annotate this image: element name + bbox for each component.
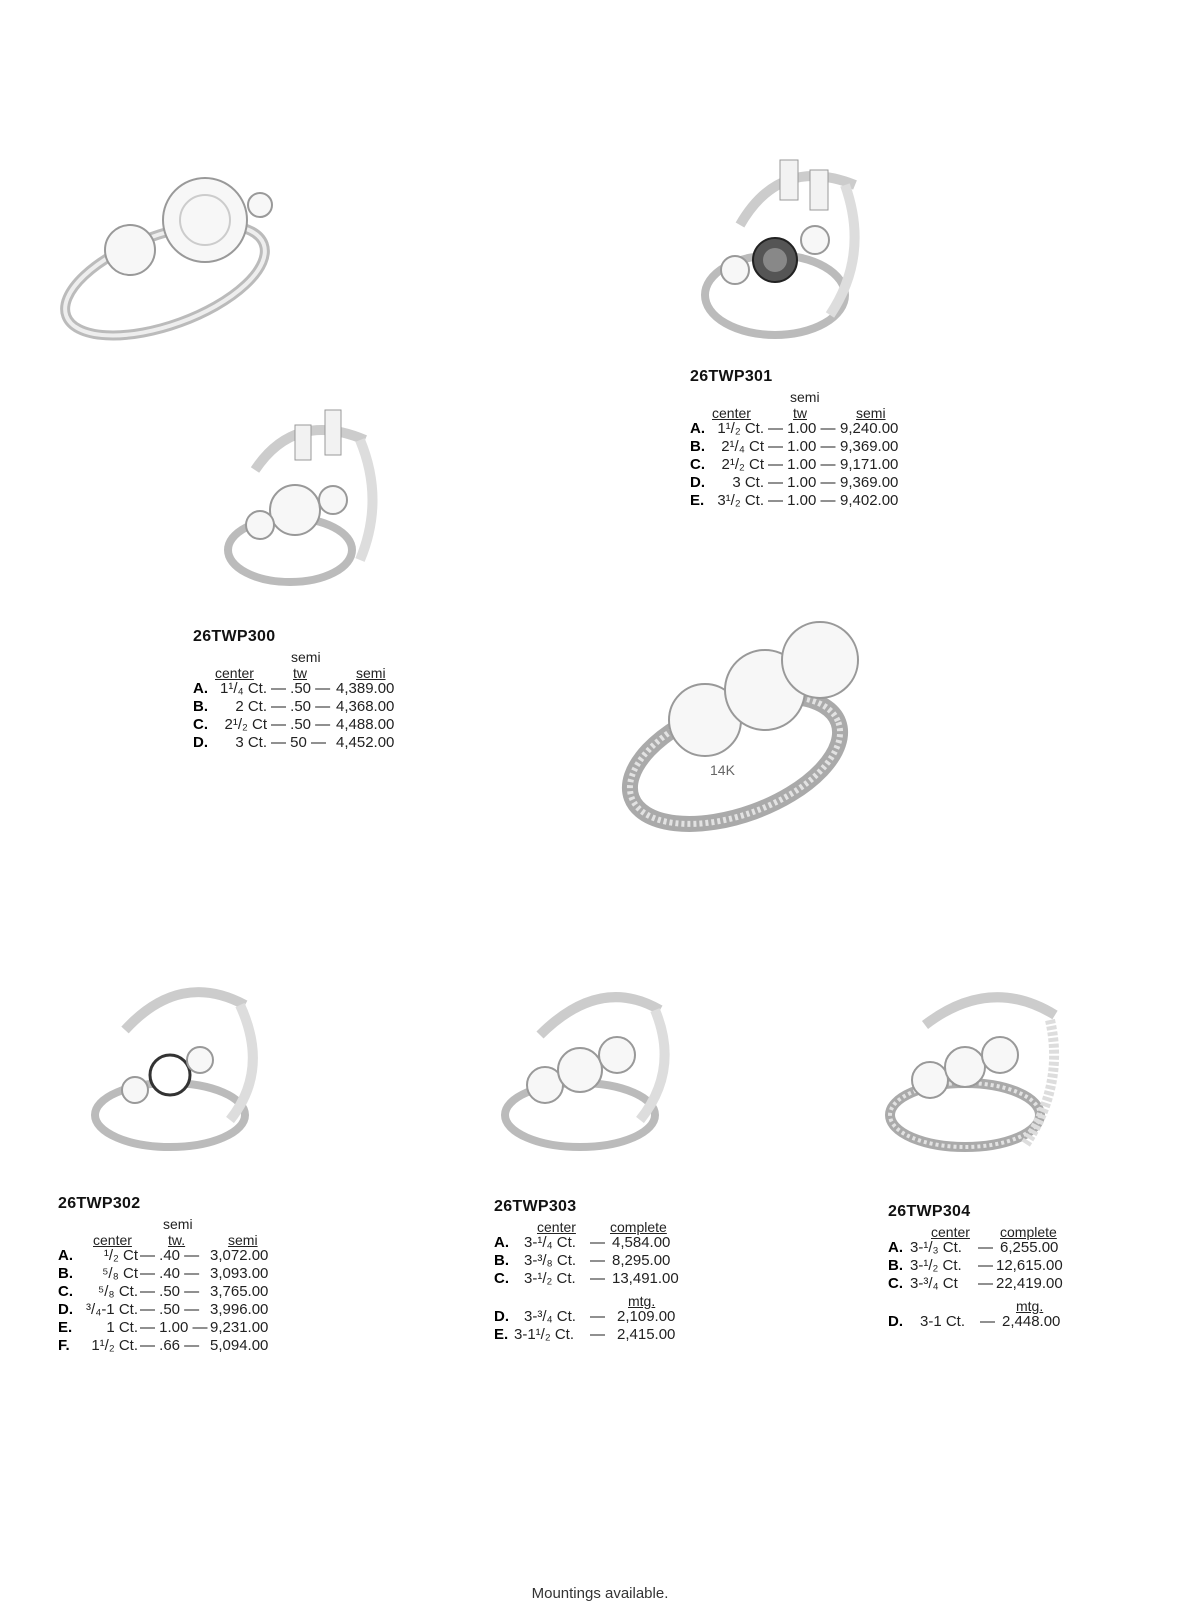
table-row	[690, 492, 920, 510]
row-letter: D.	[888, 1313, 903, 1330]
row-center: ⁵/₈ Ct	[102, 1265, 138, 1282]
row-price: 2,415.00	[617, 1326, 676, 1343]
row-letter: C.	[690, 456, 705, 473]
row-tw: — 1.00 —	[768, 474, 836, 491]
row-center: 2 Ct.	[235, 698, 267, 715]
row-letter: A.	[494, 1234, 509, 1251]
row-letter: D.	[494, 1308, 509, 1325]
column-header-center: center	[931, 1224, 970, 1240]
column-header-top: semi	[163, 1216, 193, 1232]
row-tw: — .50 —	[271, 716, 331, 733]
row-center: 3¹/₂ Ct.	[717, 492, 764, 509]
row-price: 2,448.00	[1002, 1313, 1061, 1330]
table-row	[58, 1283, 288, 1301]
row-center: 3 Ct.	[235, 734, 267, 751]
table-row	[888, 1275, 1118, 1293]
row-separator: —	[978, 1257, 993, 1274]
table-row	[494, 1252, 724, 1270]
row-price: 4,389.00	[336, 680, 395, 697]
row-price: 8,295.00	[612, 1252, 671, 1269]
table-row	[494, 1270, 724, 1288]
product-block-26twp304	[888, 1203, 1118, 1331]
row-price: 13,491.00	[612, 1270, 679, 1287]
row-tw: — .50 —	[271, 680, 331, 697]
column-header-tw: tw	[293, 665, 307, 681]
row-price: 9,369.00	[840, 438, 899, 455]
product-block-26twp300	[193, 628, 423, 752]
row-price: 12,615.00	[996, 1257, 1063, 1274]
row-center: 1¹/₂ Ct.	[91, 1337, 138, 1354]
row-price: 3,996.00	[210, 1301, 269, 1318]
footer-note: Mountings available.	[531, 1585, 669, 1602]
column-header-center: center	[93, 1232, 132, 1248]
row-price: 5,094.00	[210, 1337, 269, 1354]
mtg-header: mtg.	[628, 1293, 656, 1309]
row-tw: — .40 —	[140, 1247, 200, 1264]
row-letter: D.	[690, 474, 705, 491]
column-header-center: center	[537, 1219, 576, 1235]
row-center: 3-³/₈ Ct.	[524, 1252, 577, 1269]
row-letter: D.	[193, 734, 208, 751]
row-center: ¹/₂ Ct	[103, 1247, 138, 1264]
table-row	[193, 734, 423, 752]
row-letter: E.	[690, 492, 705, 509]
row-center: 3-³/₄ Ct.	[524, 1308, 576, 1325]
row-price: 4,452.00	[336, 734, 395, 751]
row-letter: A.	[193, 680, 208, 697]
row-tw: — .66 —	[140, 1337, 200, 1354]
column-header-complete: complete	[1000, 1224, 1057, 1240]
row-center: 2¹/₂ Ct	[721, 456, 764, 473]
row-center: 3-¹/₃ Ct.	[910, 1239, 962, 1256]
product-code: 26TWP301	[690, 368, 773, 385]
product-code: 26TWP300	[193, 628, 276, 645]
row-price: 2,109.00	[617, 1308, 676, 1325]
row-letter: C.	[888, 1275, 903, 1292]
table-row	[888, 1239, 1118, 1257]
row-letter: D.	[58, 1301, 73, 1318]
product-code: 26TWP303	[494, 1198, 577, 1215]
row-separator: —	[590, 1252, 605, 1269]
ring-image-26twp303	[490, 970, 680, 1160]
row-tw: — 1.00 —	[768, 456, 836, 473]
row-letter: A.	[58, 1247, 73, 1264]
ring-image-three-stone	[45, 160, 275, 360]
svg-text:14K: 14K	[710, 762, 735, 778]
table-row	[58, 1337, 288, 1355]
row-center: ³/₄-1 Ct.	[86, 1301, 138, 1318]
table-row	[690, 438, 920, 456]
row-center: 1¹/₄ Ct.	[220, 680, 267, 697]
row-tw: — .50 —	[140, 1301, 200, 1318]
table-row	[494, 1234, 724, 1252]
row-separator: —	[590, 1270, 605, 1287]
row-price: 9,240.00	[840, 420, 899, 437]
ring-image-26twp300	[215, 400, 385, 595]
row-price: 22,419.00	[996, 1275, 1063, 1292]
ring-image-engraved-band	[615, 615, 865, 855]
product-block-26twp303	[494, 1198, 724, 1344]
row-price: 4,488.00	[336, 716, 395, 733]
row-price: 6,255.00	[1000, 1239, 1059, 1256]
ring-image-26twp301	[680, 145, 880, 340]
row-center: 2¹/₂ Ct	[224, 716, 267, 733]
table-row	[193, 680, 423, 698]
row-separator: —	[980, 1313, 995, 1330]
row-letter: F.	[58, 1337, 70, 1354]
table-row	[58, 1319, 288, 1337]
row-center: 3 Ct.	[732, 474, 764, 491]
product-code: 26TWP304	[888, 1203, 971, 1220]
table-row	[888, 1257, 1118, 1275]
column-header-complete: complete	[610, 1219, 667, 1235]
column-header-center: center	[215, 665, 254, 681]
table-row	[690, 420, 920, 438]
table-row	[494, 1308, 724, 1326]
row-price: 4,584.00	[612, 1234, 671, 1251]
row-center: 3-1¹/₂ Ct.	[514, 1326, 574, 1343]
row-center: 2¹/₄ Ct	[721, 438, 764, 455]
table-row	[690, 456, 920, 474]
row-tw: — 50 —	[271, 734, 327, 751]
row-separator: —	[978, 1275, 993, 1292]
row-tw: — .50 —	[140, 1283, 200, 1300]
row-center: ⁵/₈ Ct.	[98, 1283, 138, 1300]
product-block-26twp302	[58, 1195, 288, 1355]
row-price: 9,402.00	[840, 492, 899, 509]
row-price: 9,171.00	[840, 456, 899, 473]
product-block-26twp301	[690, 368, 920, 510]
column-header-semi: semi	[356, 665, 386, 681]
ring-image-26twp302	[80, 970, 270, 1160]
row-tw: — .50 —	[271, 698, 331, 715]
row-letter: C.	[58, 1283, 73, 1300]
row-letter: E.	[494, 1326, 509, 1343]
table-row	[58, 1301, 288, 1319]
column-header-semi: semi	[856, 405, 886, 421]
row-letter: B.	[58, 1265, 73, 1282]
row-letter: B.	[888, 1257, 903, 1274]
row-separator: —	[590, 1234, 605, 1251]
row-price: 4,368.00	[336, 698, 395, 715]
row-tw: — 1.00 —	[768, 420, 836, 437]
column-header-semi: semi	[228, 1232, 258, 1248]
table-row	[888, 1313, 1118, 1331]
row-letter: E.	[58, 1319, 73, 1336]
row-letter: A.	[690, 420, 705, 437]
mtg-header: mtg.	[1016, 1298, 1044, 1314]
row-price: 3,093.00	[210, 1265, 269, 1282]
table-row	[494, 1326, 724, 1344]
row-letter: C.	[193, 716, 208, 733]
row-tw: — 1.00 —	[768, 438, 836, 455]
row-letter: A.	[888, 1239, 903, 1256]
table-row	[58, 1247, 288, 1265]
row-center: 1 Ct.	[106, 1319, 138, 1336]
table-row	[193, 716, 423, 734]
row-price: 9,231.00	[210, 1319, 269, 1336]
row-center: 3-¹/₂ Ct.	[910, 1257, 962, 1274]
row-price: 3,765.00	[210, 1283, 269, 1300]
column-header-top: semi	[291, 649, 321, 665]
row-letter: B.	[193, 698, 208, 715]
row-separator: —	[590, 1308, 605, 1325]
row-center: 3-¹/₄ Ct.	[524, 1234, 576, 1251]
row-tw: — .40 —	[140, 1265, 200, 1282]
column-header-tw: tw	[793, 405, 807, 421]
row-letter: C.	[494, 1270, 509, 1287]
row-price: 9,369.00	[840, 474, 899, 491]
row-center: 3-³/₄ Ct	[910, 1275, 958, 1292]
row-center: 1¹/₂ Ct.	[717, 420, 764, 437]
column-header-center: center	[712, 405, 751, 421]
row-separator: —	[590, 1326, 605, 1343]
column-header-tw: tw.	[168, 1232, 186, 1248]
row-letter: B.	[494, 1252, 509, 1269]
row-tw: — 1.00 —	[768, 492, 836, 509]
table-row	[193, 698, 423, 716]
table-row	[58, 1265, 288, 1283]
product-code: 26TWP302	[58, 1195, 141, 1212]
table-row	[690, 474, 920, 492]
row-price: 3,072.00	[210, 1247, 269, 1264]
row-separator: —	[978, 1239, 993, 1256]
row-center: 3-1 Ct.	[920, 1313, 966, 1330]
row-center: 3-¹/₂ Ct.	[524, 1270, 576, 1287]
column-header-top: semi	[790, 389, 820, 405]
ring-image-26twp304	[880, 975, 1070, 1165]
row-letter: B.	[690, 438, 705, 455]
row-tw: — 1.00 —	[140, 1319, 208, 1336]
